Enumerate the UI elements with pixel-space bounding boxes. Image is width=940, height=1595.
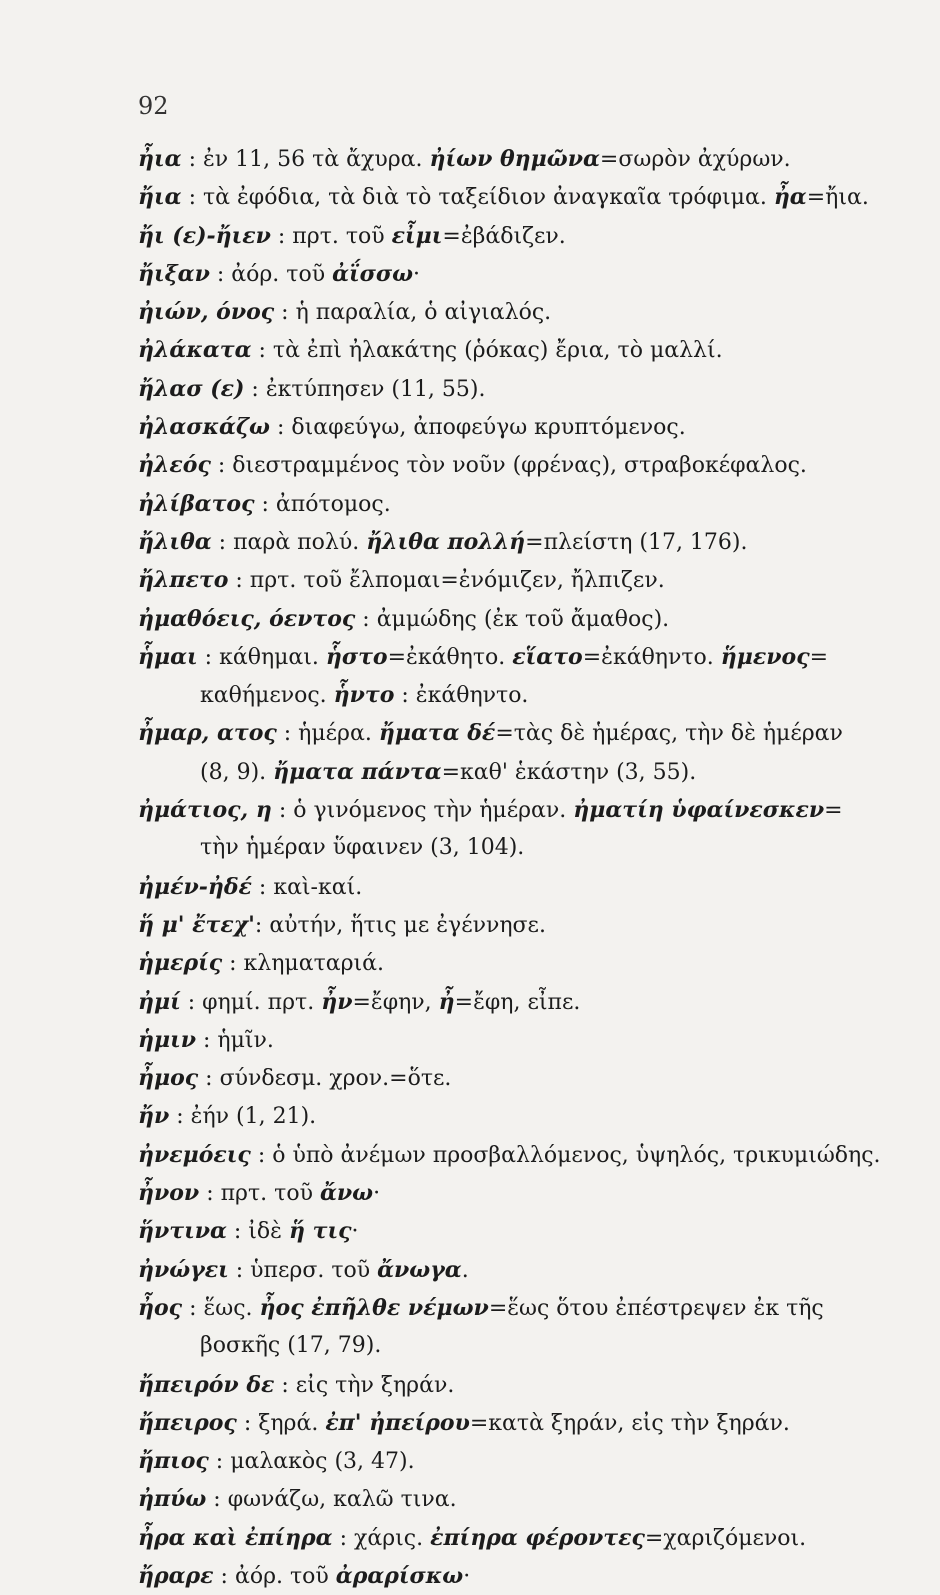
definition-text: : ἀπότομος. [254, 491, 391, 517]
entry-line [138, 370, 898, 408]
entry-line [138, 600, 898, 638]
entry-line [138, 906, 898, 944]
headword: ἠματίη ὑφαίνεσκεν [573, 797, 825, 824]
definition-text: : ἀόρ. τοῦ [209, 261, 333, 287]
headword: ἐπ' ἠπείρου [325, 1409, 470, 1436]
entry-line [138, 868, 898, 906]
entry-line [138, 217, 898, 255]
definition-text: : ἰδὲ [226, 1219, 289, 1245]
definition-text: : ἡ παραλία, ὁ αἰγιαλός. [274, 300, 552, 326]
headword: ἤπειρόν δε [138, 1371, 275, 1398]
page-number: 92 [138, 92, 169, 120]
headword: ἤλιθα [138, 528, 212, 555]
entry-line [138, 1251, 898, 1289]
headword: ἀραρίσκω [335, 1562, 464, 1589]
entry-line [138, 944, 898, 982]
definition-text: : ἐήν (1, 21). [169, 1104, 317, 1130]
entry-line [138, 638, 898, 676]
definition-text: · [463, 1563, 471, 1589]
headword: ἤματα πάντα [273, 758, 442, 785]
headword: ἦια [138, 146, 182, 172]
headword: ἤπειρος [138, 1409, 237, 1436]
headword: ἦμος [138, 1065, 199, 1092]
definition-text: · [413, 261, 421, 287]
definition-text: : σύνδεσμ. χρον.=ὅτε. [198, 1066, 452, 1092]
headword: ἤια [138, 184, 182, 211]
definition-text: : πρτ. τοῦ [199, 1181, 320, 1207]
definition-text: : ξηρά. [236, 1410, 326, 1436]
entry-line [138, 1557, 898, 1595]
definition-text: =ἕως ὅτου ἐπέστρεψεν ἐκ τῆς [488, 1295, 824, 1321]
headword: ἧμαι [138, 643, 198, 670]
headword: ἤλπετο [138, 567, 229, 594]
definition-text: = [809, 644, 829, 670]
definition-text: : παρὰ πολύ. [211, 529, 367, 555]
entry-line [138, 1174, 898, 1212]
definition-text: : κάθημαι. [197, 644, 326, 670]
headword: εἶμι [391, 222, 443, 249]
definition-text: =ἐκάθητο. [387, 644, 513, 670]
headword: ἠμί [138, 988, 181, 1015]
headword: ἠπύω [138, 1486, 207, 1513]
definition-text: : ἀμμώδης (ἐκ τοῦ ἄμαθος). [355, 606, 670, 632]
entry-line [138, 1136, 898, 1174]
definition-text: : ἐκάθηντο. [394, 683, 529, 709]
headword: ἄνω [319, 1180, 374, 1207]
headword: ἦν [321, 988, 353, 1015]
entry-line [138, 714, 898, 752]
definition-text: : ἐκτύπησεν (11, 55). [244, 376, 486, 402]
headword: ἠνεμόεις [138, 1141, 251, 1168]
headword: ἦνον [138, 1180, 200, 1207]
headword: ἧντο [333, 682, 395, 709]
definition-text: : εἰς τὴν ξηράν. [274, 1372, 455, 1398]
dictionary-entries [138, 140, 898, 1595]
definition-text: : φωνάζω, καλῶ τινα. [206, 1487, 457, 1513]
definition-text: : τὰ ἐπὶ ἠλακάτης (ῥόκας) ἔρια, τὸ μαλλί. [251, 338, 723, 364]
headword: ἥ τις [288, 1218, 352, 1245]
definition-text: =κατὰ ξηράν, εἰς τὴν ξηράν. [469, 1410, 790, 1436]
definition-text: : καὶ-καί. [251, 874, 363, 900]
headword: ἄνωγα [377, 1256, 462, 1283]
headword: ἠλίβατος [138, 490, 255, 517]
definition-text: : ἀόρ. τοῦ [213, 1563, 336, 1589]
definition-text: =χαριζόμενοι. [644, 1525, 807, 1551]
definition-text: : ἕως. [182, 1295, 260, 1321]
definition-text: τὴν ἡμέραν ὕφαινεν (3, 104). [200, 835, 525, 861]
headword: ἤματα δέ [378, 720, 496, 747]
definition-text: : ὁ γινόμενος τὴν ἡμέραν. [271, 798, 574, 824]
definition-text: βοσκῆς (17, 79). [200, 1333, 382, 1359]
entry-line [138, 331, 898, 369]
definition-text: : ἡμέρα. [276, 721, 379, 747]
headword: ἠίων θημῶνα [429, 146, 600, 172]
entry-line [138, 983, 898, 1021]
entry-line [138, 293, 898, 331]
entry-line [138, 523, 898, 561]
entry-line [138, 1366, 898, 1404]
entry-line [138, 485, 898, 523]
definition-text: : φημί. πρτ. [180, 989, 322, 1015]
entry-line [138, 1404, 898, 1442]
definition-text: : μαλακὸς (3, 47). [208, 1449, 415, 1475]
headword: ἥντινα [138, 1218, 227, 1245]
headword: ἤλασ (ε) [138, 375, 245, 402]
headword: ἠλάκατα [138, 337, 252, 364]
headword: ἠνώγει [138, 1256, 229, 1283]
headword: ἀΐσσω [332, 260, 414, 287]
headword: ἤν [138, 1103, 170, 1130]
headword: ἠμαθόεις, όεντος [138, 605, 356, 632]
headword: ἦος ἐπῆλθε νέμων [259, 1294, 489, 1321]
definition-text: . [461, 1257, 469, 1283]
definition-text: =τὰς δὲ ἡμέρας, τὴν δὲ ἡμέραν [495, 721, 843, 747]
headword: ἦ [438, 988, 455, 1015]
entry-line [138, 791, 898, 829]
definition-text: =ἐβάδιζεν. [442, 223, 566, 249]
entry-line [138, 1021, 898, 1059]
definition-text: · [373, 1181, 381, 1207]
headword: ἠμέν-ἠδέ [138, 873, 252, 900]
headword: ἤλιθα πολλή [366, 528, 526, 555]
headword: ἠλεός [138, 452, 211, 479]
entry-line [138, 255, 898, 293]
definition-text: : χάρις. [332, 1525, 431, 1551]
entry-line [138, 1212, 898, 1250]
definition-text: : πρτ. τοῦ ἔλπομαι=ἐνόμιζεν, ἤλπιζεν. [228, 568, 665, 594]
entry-line [138, 140, 898, 178]
headword: εἵατο [512, 643, 583, 670]
definition-text: : τὰ ἐφόδια, τὰ διὰ τὸ ταξείδιον ἀναγκαῖα τρόφιμα. [181, 185, 774, 211]
entry-line [138, 1289, 898, 1327]
headword: ἤιξαν [138, 260, 210, 287]
headword: ἠλασκάζω [138, 414, 270, 441]
entry-line [138, 561, 898, 599]
definition-text: =ἔφη, εἶπε. [454, 989, 581, 1015]
definition-text: (8, 9). [200, 759, 274, 785]
headword: ἦος [138, 1294, 183, 1321]
definition-text: · [351, 1219, 359, 1245]
entry-line [138, 408, 898, 446]
entry-line [138, 1519, 898, 1557]
definition-text: : κληματαριά. [222, 951, 385, 977]
entry-continuation-line [138, 1327, 898, 1365]
entry-line [138, 1442, 898, 1480]
definition-text: : ὑπερσ. τοῦ [228, 1257, 378, 1283]
headword: ἧστο [325, 643, 388, 670]
definition-text: : πρτ. τοῦ [270, 223, 392, 249]
headword: ἦα [773, 184, 807, 211]
entry-line [138, 1097, 898, 1135]
headword: ἠιών, όνος [138, 299, 275, 326]
definition-text: = [824, 798, 843, 824]
definition-text: =ἤια. [806, 185, 869, 211]
definition-text: =ἐκάθηντο. [582, 644, 721, 670]
entry-continuation-line [138, 676, 898, 714]
definition-text: =ἔφην, [352, 989, 439, 1015]
headword: ἤραρε [138, 1562, 214, 1589]
entry-continuation-line [138, 829, 898, 867]
definition-text: καθήμενος. [200, 683, 334, 709]
entry-line [138, 178, 898, 216]
definition-text: : ὁ ὑπὸ ἀνέμων προσβαλλόμενος, ὑψηλός, τρικυμιώδης. [250, 1142, 881, 1168]
headword: ἤι (ε)-ἤιεν [138, 222, 271, 249]
headword: ἦρα καὶ ἐπίηρα [138, 1524, 333, 1551]
entry-continuation-line [138, 753, 898, 791]
definition-text: : διαφεύγω, ἀποφεύγω κρυπτόμενος. [269, 415, 686, 441]
headword: ἡμιν [138, 1026, 197, 1053]
headword: ἡμερίς [138, 950, 223, 977]
headword: ἦμαρ, ατος [138, 720, 277, 747]
entry-line [138, 446, 898, 484]
headword: ἠμάτιος, η [138, 797, 272, 824]
definition-text: =πλείστη (17, 176). [525, 529, 748, 555]
headword: ἥ μ' ἔτεχ' [138, 911, 255, 938]
definition-text: : ἡμῖν. [196, 1027, 274, 1053]
entry-line [138, 1059, 898, 1097]
definition-text: =σωρὸν ἀχύρων. [599, 147, 791, 172]
headword: ἤπιος [138, 1448, 209, 1475]
definition-text: : ἐν 11, 56 τὰ ἄχυρα. [181, 147, 430, 172]
definition-text: : αὐτήν, ἥτις με ἐγέννησε. [254, 912, 546, 938]
definition-text: =καθ' ἑκάστην (3, 55). [441, 759, 697, 785]
definition-text: : διεστραμμένος τὸν νοῦν (φρένας), στραβοκέφαλος. [210, 453, 807, 479]
headword: ἐπίηρα φέροντες [430, 1524, 645, 1551]
headword: ἥμενος [720, 643, 810, 670]
